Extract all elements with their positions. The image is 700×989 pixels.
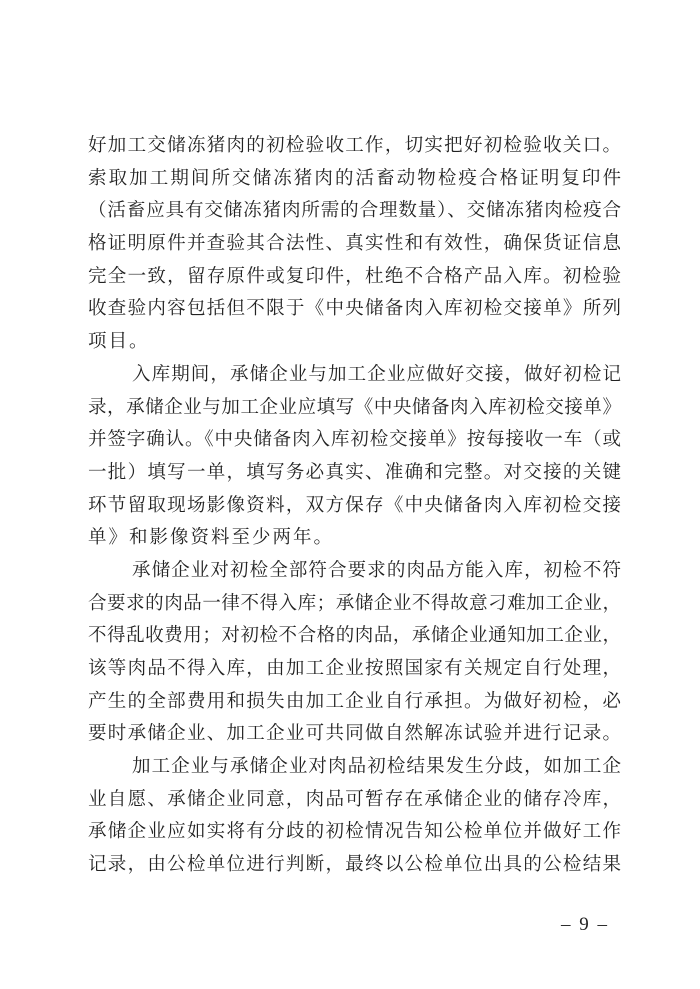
document-body bbox=[88, 130, 621, 882]
text-line: 好加工交储冻猪肉的初检验收工作，切实把好初检验收关口。 bbox=[88, 136, 621, 156]
text-line-paragraph-start: 入库期间，承储企业与加工企业应做好交接，做好初检记 bbox=[132, 364, 621, 385]
text-line: 录，承储企业与加工企业应填写《中央储备肉入库初检交接单》 bbox=[88, 397, 621, 418]
text-line: 要时承储企业、加工企业可共同做自然解冻试验并进行记录。 bbox=[88, 724, 621, 745]
page-number: – 9 – bbox=[561, 914, 609, 935]
text-line: 索取加工期间所交储冻猪肉的活畜动物检疫合格证明复印件 bbox=[88, 168, 621, 189]
text-line: 承储企业应如实将有分歧的初检情况告知公检单位并做好工作 bbox=[88, 822, 621, 843]
text-line-paragraph-start: 承储企业对初检全部符合要求的肉品方能入库，初检不符 bbox=[132, 560, 621, 581]
text-line: 一批）填写一单，填写务必真实、准确和完整。对交接的关键 bbox=[88, 462, 621, 483]
text-line: 格证明原件并查验其合法性、真实性和有效性，确保货证信息 bbox=[88, 234, 621, 255]
text-line: 该等肉品不得入库，由加工企业按照国家有关规定自行处理， bbox=[88, 659, 621, 679]
text-line: 不得乱收费用；对初检不合格的肉品，承储企业通知加工企业， bbox=[88, 626, 621, 647]
text-line: 环节留取现场影像资料，双方保存《中央储备肉入库初检交接 bbox=[88, 495, 621, 516]
text-line: （活畜应具有交储冻猪肉所需的合理数量）、交储冻猪肉检疫合 bbox=[88, 201, 621, 222]
text-line: 合要求的肉品一律不得入库；承储企业不得故意刁难加工企业， bbox=[88, 593, 621, 614]
text-line: 并签字确认。《中央储备肉入库初检交接单》按每接收一车（或 bbox=[88, 430, 621, 451]
text-line: 业自愿、承储企业同意，肉品可暂存在承储企业的储存冷库， bbox=[88, 789, 621, 810]
text-line-paragraph-start: 加工企业与承储企业对肉品初检结果发生分歧，如加工企 bbox=[132, 757, 621, 778]
text-line: 产生的全部费用和损失由加工企业自行承担。为做好初检，必 bbox=[88, 691, 621, 712]
text-line-paragraph-end: 单》和影像资料至少两年。 bbox=[88, 528, 335, 549]
text-line: 记录，由公检单位进行判断，最终以公检单位出具的公检结果 bbox=[88, 855, 621, 876]
text-line-paragraph-end: 项目。 bbox=[88, 332, 150, 353]
text-line: 完全一致，留存原件或复印件，杜绝不合格产品入库。初检验 bbox=[88, 266, 621, 287]
text-line: 收查验内容包括但不限于《中央储备肉入库初检交接单》所列 bbox=[88, 299, 621, 320]
